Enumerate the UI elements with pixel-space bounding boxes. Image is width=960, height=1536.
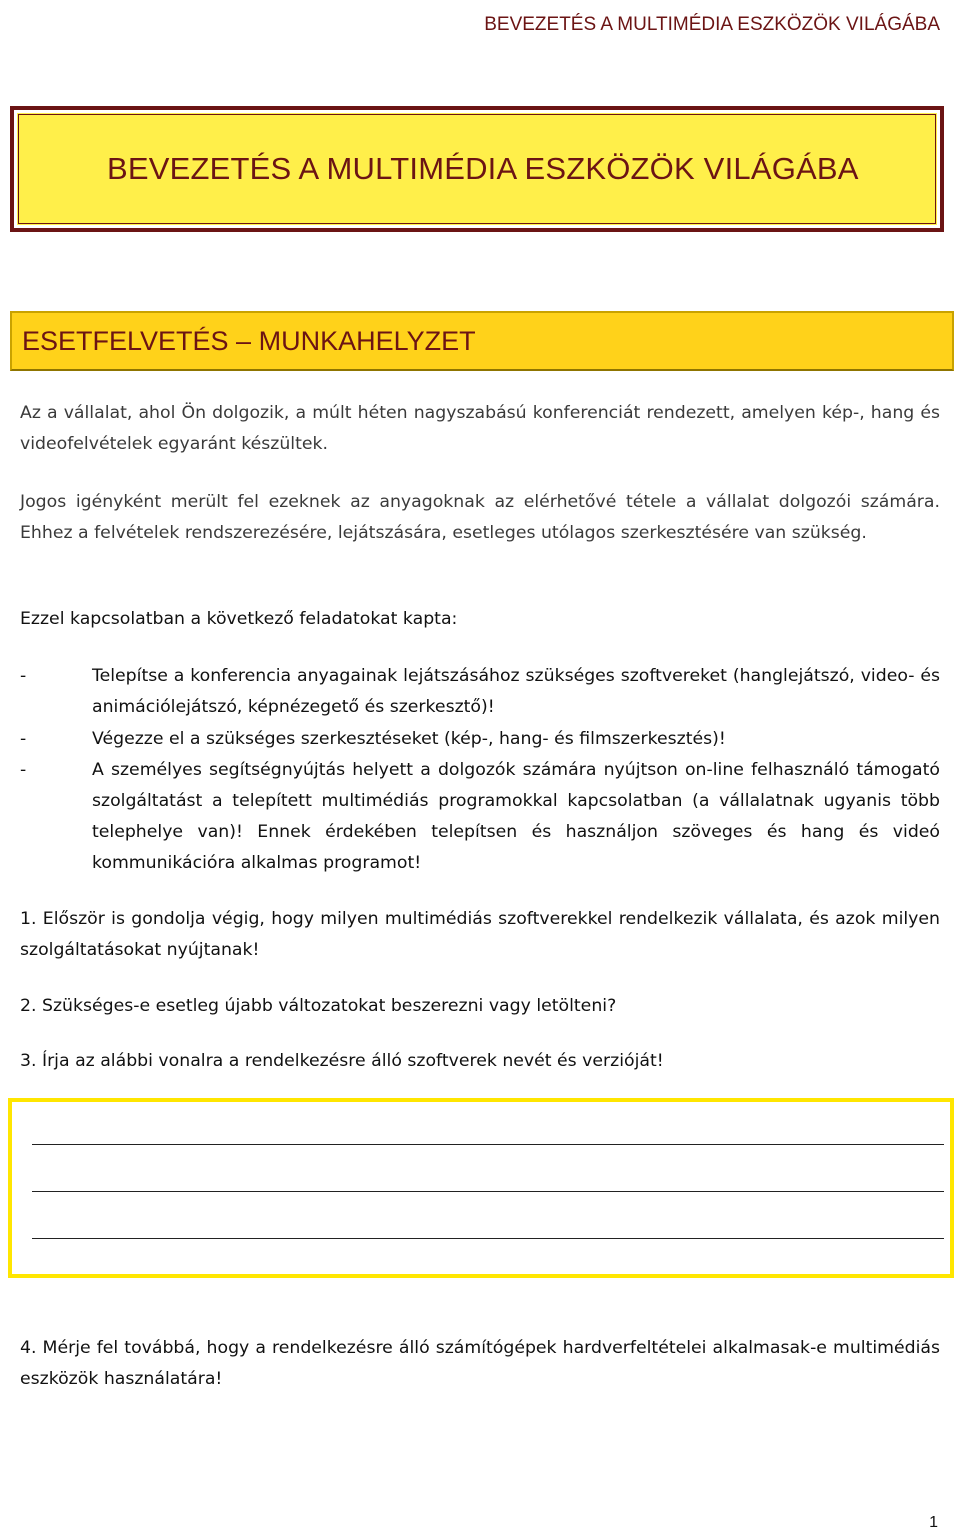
answer-line[interactable] [32, 1238, 944, 1239]
bullet-dash: - [20, 729, 27, 749]
paragraph-need: Jogos igényként merült fel ezeknek az anyagoknak az elérhetővé tétele a vállalat dolgozói számára. Ehhez a felvételek rendszerezésére, lejátszására, esetleges utólagos szerkesztésére van szükség. [20, 492, 940, 543]
task-bullet-text: A személyes segítségnyújtás helyett a dolgozók számára nyújtson on-line felhasználó támogató szolgáltatást a telepített multimédiás programokkal kapcsolatban (a vállalatnak ugyanis több telephelye van)! Ennek érdekében telepítsen és használjon szöveges és hang és videó kommunikációra alkalmas programot! [92, 760, 940, 873]
task-bullet-1 [20, 661, 940, 723]
title-banner [10, 106, 944, 232]
question-2: 2. Szükséges-e esetleg újabb változatokat beszerezni vagy letölteni? [20, 996, 617, 1016]
page-title: BEVEZETÉS A MULTIMÉDIA ESZKÖZÖK VILÁGÁBA [107, 151, 859, 186]
task-bullet-text: Végezze el a szükséges szerkesztéseket (kép-, hang- és filmszerkesztés)! [92, 729, 726, 749]
section-title: ESETFELVETÉS – MUNKAHELYZET [22, 325, 476, 356]
section-banner [10, 311, 954, 371]
paragraph-tasks-intro: Ezzel kapcsolatban a következő feladatokat kapta: [20, 609, 458, 629]
page-number: 1 [929, 1514, 938, 1531]
task-bullet-2 [20, 724, 940, 755]
title-banner-inner [14, 110, 940, 228]
bullet-dash: - [20, 760, 27, 780]
answer-box[interactable] [8, 1098, 954, 1278]
answer-line[interactable] [32, 1191, 944, 1192]
paragraph-intro: Az a vállalat, ahol Ön dolgozik, a múlt héten nagyszabású konferenciát rendezett, amelyen kép-, hang és videofelvételek egyaránt készültek. [20, 403, 940, 454]
bullet-dash: - [20, 666, 27, 686]
task-bullet-3 [20, 755, 940, 879]
question-4: 4. Mérje fel továbbá, hogy a rendelkezésre álló számítógépek hardverfeltételei alkalmasak-e multimédiás eszközök használatára! [20, 1338, 940, 1389]
question-1: 1. Először is gondolja végig, hogy milyen multimédiás szoftverekkel rendelkezik vállalata, és azok milyen szolgáltatásokat nyújtanak! [20, 909, 940, 960]
task-bullet-text: Telepítse a konferencia anyagainak lejátszásához szükséges szoftvereket (hanglejátszó, video- és animációlejátszó, képnézegető és szerkesztő)! [92, 666, 940, 717]
question-3: 3. Írja az alábbi vonalra a rendelkezésre álló szoftverek nevét és verzióját! [20, 1051, 664, 1071]
answer-line[interactable] [32, 1144, 944, 1145]
running-header: BEVEZETÉS A MULTIMÉDIA ESZKÖZÖK VILÁGÁBA [484, 14, 940, 35]
